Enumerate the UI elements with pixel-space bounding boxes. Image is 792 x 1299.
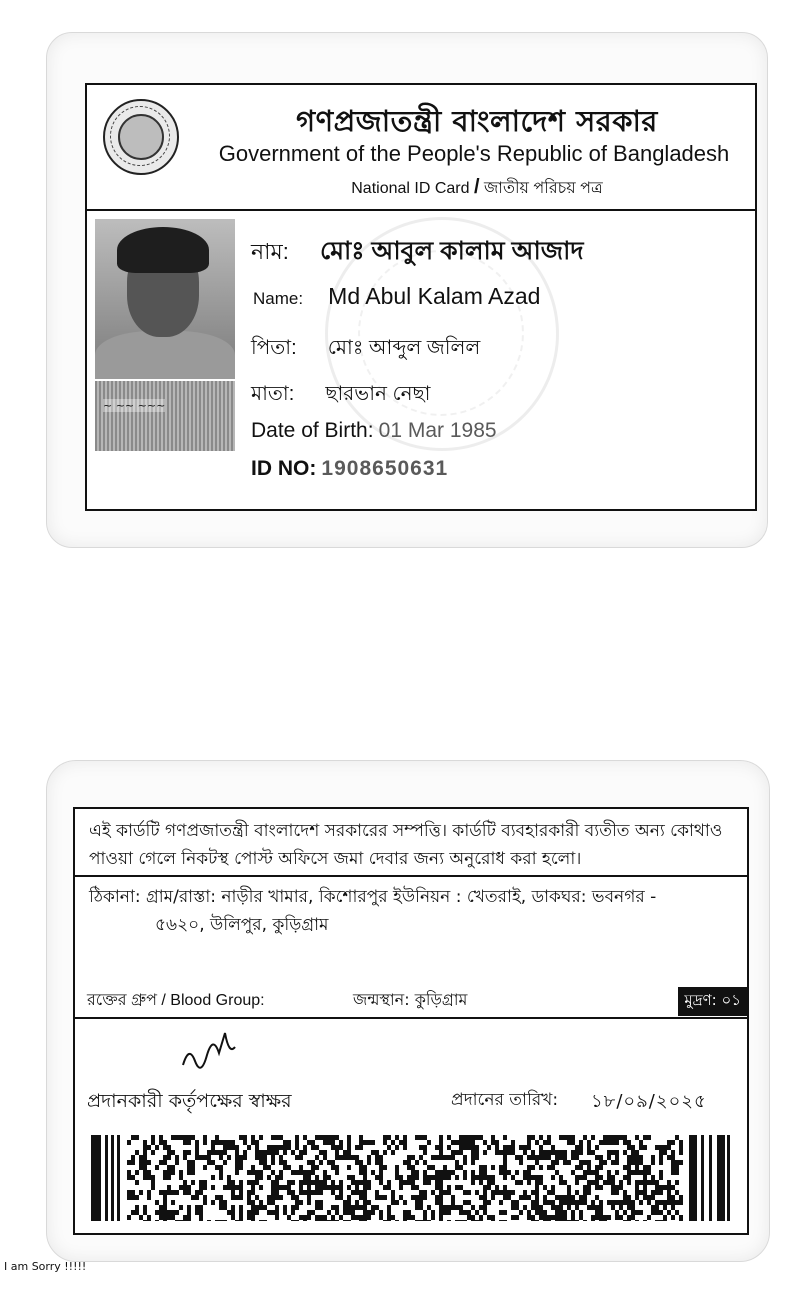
- back-frame: [73, 807, 749, 1235]
- holder-signature-image: ~ ~~ ~~~: [95, 381, 235, 451]
- id-row: [251, 457, 448, 481]
- blood-group-label: রক্তের গ্রুপ / Blood Group:: [87, 992, 265, 1009]
- print-count-badge: মুদ্রণ: ০১: [678, 987, 747, 1016]
- card-type: [197, 175, 757, 202]
- father-value: মোঃ আব্দুল জলিল: [327, 337, 481, 359]
- name-en-row: [253, 283, 540, 310]
- address-section: [75, 875, 747, 1019]
- issuer-signature-image: [179, 1025, 239, 1085]
- seal-center: [118, 114, 164, 160]
- mother-row: [251, 379, 430, 412]
- birthplace-value: কুড়িগ্রাম: [414, 990, 468, 1009]
- father-row: [251, 333, 480, 366]
- dob-row: [251, 419, 497, 443]
- card-type-bn: জাতীয় পরিচয় পত্র: [483, 180, 603, 197]
- address-label: ঠিকানা:: [89, 887, 141, 907]
- name-bn-value: মোঃ আবুল কালাম আজাদ: [319, 237, 584, 265]
- holder-photo: [95, 219, 235, 379]
- footer-note: I am Sorry !!!!!: [4, 1260, 87, 1273]
- card-type-en: National ID Card: [351, 180, 470, 197]
- name-bn-row: [251, 231, 584, 274]
- address-line-1: গ্রাম/রাস্তা: নাড়ীর খামার, কিশোরপুর ইউনিয়ন : খেতরাই, ডাকঘর: ভবনগর -: [145, 887, 657, 907]
- card-header: [87, 85, 755, 211]
- issue-date-label: প্রদানের তারিখ:: [451, 1090, 559, 1110]
- government-seal-icon: [103, 99, 179, 175]
- id-value: 1908650631: [321, 457, 449, 480]
- birthplace-label: জন্মস্থান:: [353, 990, 410, 1009]
- photo-shoulders: [95, 331, 235, 379]
- mother-label: মাতা:: [251, 383, 295, 405]
- id-card-front: [46, 32, 768, 548]
- name-en-label: Name:: [253, 289, 304, 308]
- pdf417-barcode: [91, 1135, 731, 1221]
- id-card-back: [46, 760, 770, 1262]
- issue-date-value: ১৮/০৯/২০২৫: [591, 1091, 707, 1112]
- dob-value: 01 Mar 1985: [378, 419, 497, 442]
- issuer-section: [75, 1019, 747, 1233]
- issuer-signature-label: প্রদানকারী কর্তৃপক্ষের স্বাক্ষর: [87, 1090, 292, 1112]
- address-block: [89, 883, 729, 939]
- address-line-2: ৫৬২০, উলিপুর, কুড়িগ্রাম: [155, 915, 329, 935]
- ownership-notice: এই কার্ডটি গণপ্রজাতন্ত্রী বাংলাদেশ সরকারের সম্পত্তি। কার্ডটি ব্যবহারকারী ব্যতীত অন্য কোথাও পাওয়া গেলে নিকটস্থ পোস্ট অফিসে জমা দেবার জন্য অনুরোধ করা হলো।: [89, 821, 723, 869]
- photo-hair: [117, 227, 209, 273]
- mother-value: ছারভান নেছা: [325, 383, 431, 405]
- front-frame: [85, 83, 757, 511]
- father-label: পিতা:: [251, 337, 297, 359]
- birthplace-row: [353, 987, 467, 1014]
- header-title-bn: গণপ্রজাতন্ত্রী বাংলাদেশ সরকার: [296, 104, 658, 138]
- name-en-value: Md Abul Kalam Azad: [328, 283, 541, 309]
- header-title-en: Government of the People's Republic of Bangladesh: [218, 141, 730, 166]
- dob-label: Date of Birth:: [251, 419, 374, 442]
- id-label: ID NO:: [251, 457, 317, 480]
- name-bn-label: নাম:: [251, 239, 289, 264]
- ownership-notice-section: [75, 809, 747, 877]
- card-type-separator: /: [473, 176, 480, 198]
